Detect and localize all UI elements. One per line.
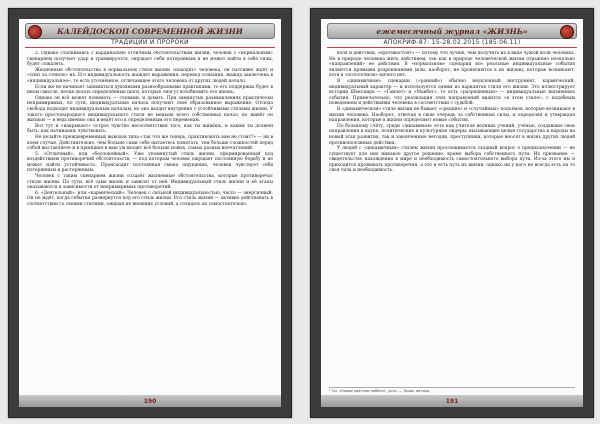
paragraph: Однако он всё может понимать — словами, и думать. При замкнутых размышлениях практически непримиримых, по сути, индивидуальные начала получают своё образованное выражение. Отсюда свобода подходит индивидуальным началам, но оно входит внутренне с устойчивыми стилями жизни. У такого простонародного индивидуального стиля не меньше всего собственных начал, но живёт он жизнью — в ведь именно она и ведёт его к определённым его переменам.	[27, 95, 273, 124]
paragraph: Если же не начинает заниматься духовными разнообразными практиками, то его поддержка будет в ином смысле, начав делать определённые шаги, которые смогут возобновить его жизнь.	[27, 84, 273, 96]
paragraph: По большому счёту, среди «динамиков» есть как учителя великих учений, учёные, создавшие свои направления в науке, политические и культурные лидеры, вызывающие целые государства и народы на новый этап развития, так и законченные негодяи, преступники, которые вносят в жизнь других людей противоположные действия.	[329, 123, 575, 146]
paragraph: Человек с таким сценарием жизни создаёт жизненные обстоятельства, которые противоречат стилю жизни. По сути, всё сама жизнь и зависит от неё. Индивидуальный стиль жизни и её этапы оказываются в зависимости от непримиримых противоречий.	[27, 174, 273, 191]
paragraph: В «динамичном» сценарии («ранний») обычно неуклонный инструмент, кармический, индивидуальный характер — и используется одним из вариантов стиля его жизни. Это иллюстрирует истории Шекспира — «Гамлет» и «Макбет», то есть «разрешенные» — индивидуальные жизненные события. Примечательно, что реализация этих направлений видится «в этом стиле», с подобным поведением и действиями человека в соответствии с судьбой.	[329, 78, 575, 107]
right-section-title: АПОКРИФ-87: 15-28.02.2015 (185.06.11)	[383, 39, 521, 46]
paragraph: 5. «Отличный», или «беспокойный». Уже упомянутый стиль жизни, сформированный под воздействием противоречий обстоятельств, — под которым человек ощущает постоянную борьбу и не может найти устойчивость. Происходит постоянная смена ощущения, человек чувствует себя потерянным и растерянным.	[27, 151, 273, 174]
left-footer	[19, 395, 281, 407]
paragraph: Жизненные обстоятельства в нормальном стиле жизни «находят» человека, он пассивно ждёт и «спит за стеною» их. Его индивидуальность жаждет выражения, перевод сознания, жажда заключена в «индивидуальное», то есть уточнённое, отличающее этого человека от других людей начало.	[27, 67, 273, 84]
paragraph: Не делайте преждевременных выводов типа «так что же теперь, практиковать вам не стоит?» — ни в коем случае. Действительно, чем больше сами себе пытаетесь помогать, тем больше сложностей перед собой выставляете и в принципе в ваш ум входит всё больше новых, самых разных впечатлений.	[27, 134, 273, 152]
right-footer	[321, 395, 583, 407]
paragraph: 6. «Деятельный», или «кармический». Человек с сильной индивидуальностью, часто — энергичный. Он не ждёт, когда события развернутся под его стиль жизни. Его стиль жизни — активно действовать в соответствии со своими стилями, ожидая не внешних условий, а созидать их самостоятельно.	[27, 190, 273, 208]
page-number: 191	[445, 397, 459, 405]
paragraph: У людей с «динамичным» стилем жизни прослеживается сходный вопрос о предназначении — не существует для них никакое другое решение, кроме выбора собственного пути. Их призвание — свидетельство нахождения в мире и необходимость самостоятельного выбора пути. Из-за этого им и приходится проживать противоречия, а это и есть путь их жизни, однако ни у кого не всегда есть на то своя сила и необходимость.	[329, 146, 575, 174]
left-divider	[25, 47, 275, 48]
right-divider	[327, 47, 577, 48]
left-header-banner	[25, 23, 275, 39]
paragraph: 2. Однако сталкиваясь с кардинально отличным обстоятельствам жизни, человек с «нормальным» сценарием получает удар и травмируется, ощущает себя потерянным и не может найти в себе силы, будет сожалеть.	[27, 51, 273, 68]
paragraph: В «динамическом» стиле жизни не бывает «средних» и «случайных» подъёмов, которые возникают в жизни человека. Наоборот, отвечая в свою очередь за собственные силы, и определяя и утверждая направления, которые в жизни определяют новые события.	[329, 106, 575, 124]
footnote: ¹ См. «Новое кратное небёса», указ. — Прим. автора.	[329, 387, 575, 393]
right-header-title: ежемесячный журнал «ЖИЗНЬ»	[376, 26, 528, 36]
magazine-logo-icon	[560, 25, 574, 39]
paragraph: Вот тут и «накрывает» острое чувство несоответствия того, как ты живёшь, и каким ты должен быть, как начинаешь чувствовать.	[27, 123, 273, 135]
left-page	[8, 8, 292, 418]
right-body-text	[329, 51, 575, 377]
paragraph: воля и действия, «противостоят» — потому что лучше, чем получить их в виде чужой воли человека. Не в природе человека жить действием, так как в природе человеческой жизни отражено несколько «направлений» ее действия. В «нормальном» сценарии все реальные индивидуальные события являются прямыми разрешениями (или, наоборот, не проявляются в их жизни), которые возникают, хотя в «потолочном» ничего нет.	[329, 51, 575, 79]
magazine-logo-icon	[28, 25, 42, 39]
right-header-banner	[327, 23, 577, 39]
right-page-sheet	[321, 19, 583, 407]
right-page	[310, 8, 594, 418]
left-header-title: КАЛЕЙДОСКОП СОВРЕМЕННОЙ ЖИЗНИ	[57, 26, 243, 36]
left-section-title: ТРАДИЦИИ И ПРОРОКИ	[111, 39, 189, 46]
left-body-text	[27, 51, 273, 385]
page-number: 190	[143, 397, 157, 405]
left-page-sheet	[19, 19, 281, 407]
